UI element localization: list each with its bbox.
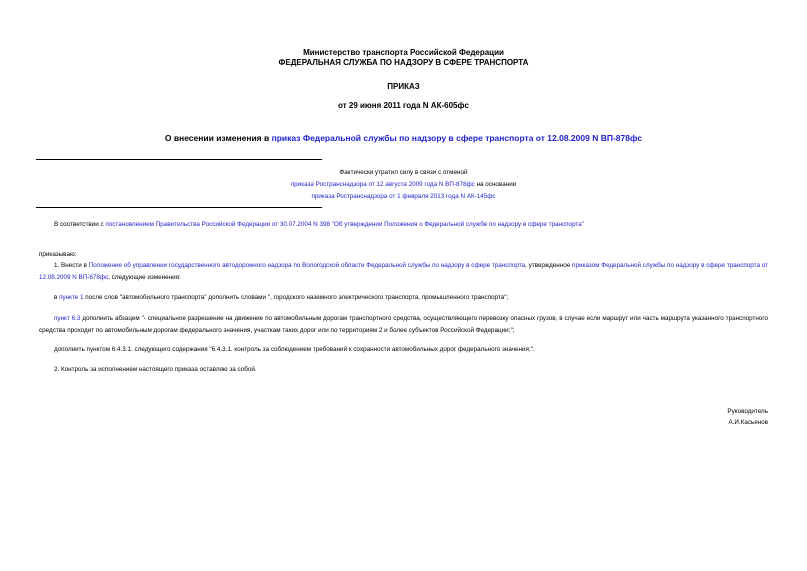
divider-top: [36, 159, 322, 160]
order-word: приказываю:: [39, 251, 77, 258]
document-date-number: от 29 июня 2011 года N АК-605фс: [338, 101, 469, 110]
title-order-link[interactable]: приказ Федеральной службы по надзору в сфере транспорта от 12.08.2009 N ВП-878фс: [271, 133, 643, 143]
change-c-paragraph: дополнить пунктом 6.4.3.1. следующего содержания "6.4.3.1. контроль за соблюдением требований к сохранности автомобильных дорог федерального значения;".: [54, 346, 535, 353]
change-a-paragraph: в пункте 1 после слов "автомобильного транспорта" дополнить словами ", городского наземного электрического транспорта, промышленного транспорта";: [54, 294, 509, 301]
item-2-paragraph: 2. Контроль за исполнением настоящего приказа оставляю за собой.: [54, 366, 257, 373]
status-note-line3: [180, 191, 627, 203]
item-1-paragraph: 1. Внести в Положение об управлении государственного автодорожного надзора по Вологодской области Федеральной службы по надзору в сфере транспорта, утвержденное приказом Федеральной службы по надзору в сфере транспорта от 12.08.2009 N ВП-878фс, следующие изменения:: [39, 262, 768, 281]
title-prefix: О внесении изменения в: [164, 133, 272, 143]
basis-paragraph: В соответствии с постановлением Правительства Российской Федерации от 30.07.2004 N 398 "Об утверждении Положения о Федеральной службе по надзору в сфере транспорта": [54, 221, 584, 228]
status-note-line1: Фактически утратил силу в связи с отменой: [339, 169, 468, 176]
clause-1-link[interactable]: пункте 1: [59, 294, 84, 301]
document-title: [0, 133, 807, 143]
signatory-name: А.И.Касьянов: [728, 419, 768, 426]
cancelled-order-link[interactable]: приказа Ространснадзора от 12 августа 2009 года N ВП-878фс: [290, 181, 475, 188]
government-decree-link[interactable]: постановлением Правительства Российской Федерации от 30.07.2004 N 398 "Об утверждении Положения о Федеральной службе по надзору в сфере транспорта": [105, 221, 584, 228]
change-b-paragraph: пункт 6.3 дополнить абзацем "- специальное разрешение на движение по автомобильным дорогам транспортного средства, осуществляющего перевозку опасных грузов, в случае если маршрут или часть маршрута указанного транспортного средства проходит по автомобильным дорогам федерального значения, участкам таких дорог или по территориям 2 и более субъектов Российской Федерации;";: [39, 315, 768, 334]
signatory-position: Руководитель: [727, 408, 768, 415]
status-note-line2: приказа Ространснадзора от 12 августа 2009 года N ВП-878фс на основании: [290, 181, 517, 188]
ministry-name: Министерство транспорта Российской Федерации: [303, 48, 504, 57]
regulation-link[interactable]: Положение об управлении государственного автодорожного надзора по Вологодской области Федеральной службы по надзору в сфере транспорта: [88, 262, 526, 269]
clause-6-3-link[interactable]: пункт 6.3: [54, 315, 81, 322]
service-name: ФЕДЕРАЛЬНАЯ СЛУЖБА ПО НАДЗОРУ В СФЕРЕ ТРАНСПОРТА: [278, 58, 529, 67]
document-type: ПРИКАЗ: [387, 82, 420, 91]
approving-order-link[interactable]: приказом Федеральной службы по надзору в сфере транспорта от 12.08.2009 N ВП-878фс: [39, 262, 768, 281]
cancelling-order-link[interactable]: приказа Ространснадзора от 1 февраля 2013 года N АК-145фс: [311, 193, 496, 200]
divider-bottom: [36, 207, 322, 208]
